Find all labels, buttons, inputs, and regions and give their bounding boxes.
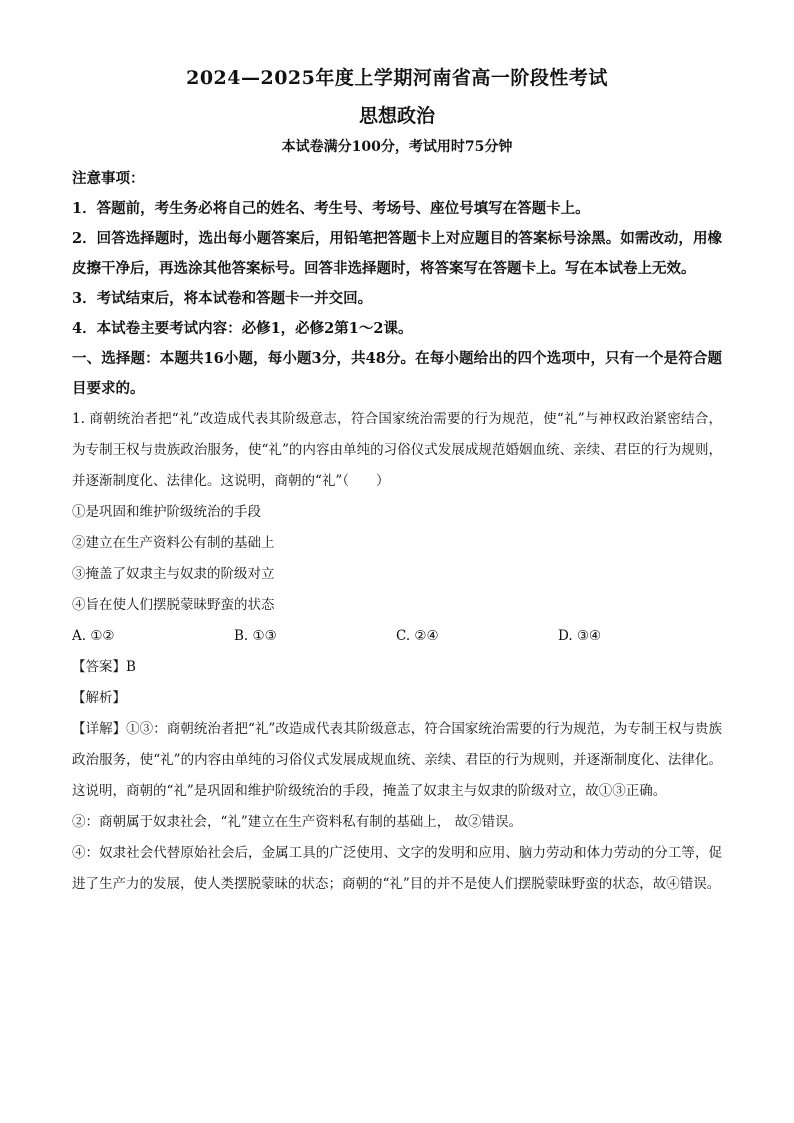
analysis-paragraph: ④：奴隶社会代替原始社会后，金属工具的广泛使用、文字的发明和应用、脑力劳动和体力劳动的分工等，促进了生产力的发展，使人类摆脱蒙昧的状态；商朝的“礼”目的并不是使人们摆脱蒙昧野蛮的状态，故④错误。 <box>72 845 722 892</box>
choice-d: D. ③④ <box>558 628 602 644</box>
exam-page <box>72 64 722 900</box>
exam-title: 2024—2025年度上学期河南省高一阶段性考试 <box>186 67 608 89</box>
question-statement: ②建立在生产资料公有制的基础上 <box>72 535 275 551</box>
question-statement: ①是巩固和维护阶级统治的手段 <box>72 504 261 520</box>
choice-b: B. ①③ <box>234 628 277 644</box>
note-item: 1．答题前，考生务必将自己的姓名、考生号、考场号、座位号填写在答题卡上。 <box>72 200 590 217</box>
exam-meta: 本试卷满分100分，考试用时75分钟 <box>281 139 513 155</box>
choice-a: A. ①② <box>72 628 115 644</box>
note-item: 4．本试卷主要考试内容：必修1，必修2第1～2课。 <box>72 320 413 337</box>
question-statement: ④旨在使人们摆脱蒙昧野蛮的状态 <box>72 597 275 613</box>
question-stem: 1. 商朝统治者把“礼”改造成代表其阶级意志，符合国家统治需要的行为规范，使“礼”与神权政治紧密结合，为专制王权与贵族政治服务，使“礼”的内容由单纯的习俗仪式发展成规范婚姻血统、亲续、君臣的行为规则，并逐渐制度化、法律化。这说明，商朝的“礼”（ ） <box>72 411 722 489</box>
answer-label: 【答案】B <box>72 659 136 675</box>
question-statement: ③掩盖了奴隶主与奴隶的阶级对立 <box>72 566 275 582</box>
note-item: 3．考试结束后，将本试卷和答题卡一并交回。 <box>72 290 373 307</box>
note-item: 2．回答选择题时，选出每小题答案后，用铅笔把答题卡上对应题目的答案标号涂黑。如需改动，用橡皮擦干净后，再选涂其他答案标号。回答非选择题时，将答案写在答题卡上。写在本试卷上无效。 <box>72 230 722 277</box>
analysis-paragraph: ②：商朝属于奴隶社会，“礼”建立在生产资料私有制的基础上， 故②错误。 <box>72 814 523 830</box>
answer-choices <box>72 621 722 652</box>
notes-title: 注意事项： <box>72 170 145 187</box>
section-heading: 一、选择题：本题共16小题，每小题3分，共48分。在每小题给出的四个选项中，只有一个是符合题目要求的。 <box>72 350 722 397</box>
analysis-label: 【解析】 <box>72 690 126 706</box>
exam-subject: 思想政治 <box>358 105 435 127</box>
analysis-paragraph: 【详解】①③：商朝统治者把“礼”改造成代表其阶级意志，符合国家统治需要的行为规范，为专制王权与贵族政治服务，使“礼”的内容由单纯的习俗仪式发展成规血统、亲续、君臣的行为规则，并逐渐制度化、法律化。这说明，商朝的“礼”是巩固和维护阶级统治的手段，掩盖了奴隶主与奴隶的阶级对立，故①③正确。 <box>72 721 722 799</box>
choice-c: C. ②④ <box>396 628 439 644</box>
